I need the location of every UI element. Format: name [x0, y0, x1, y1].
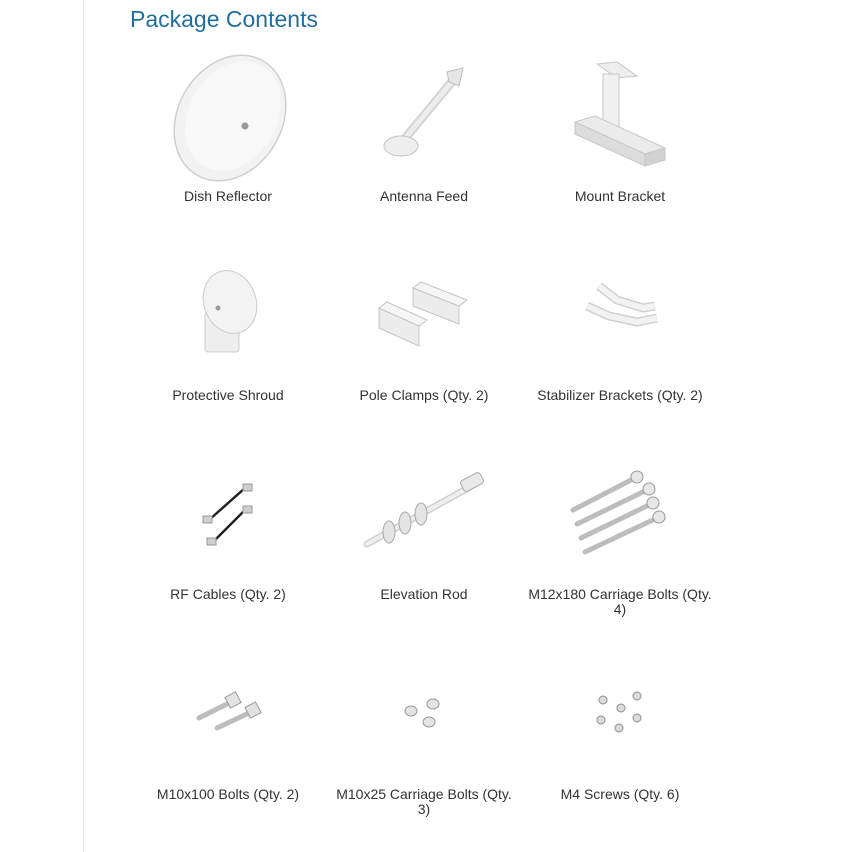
mount-bracket-icon: [525, 50, 715, 190]
left-border: [83, 0, 84, 852]
item-label: Pole Clamps (Qty. 2): [359, 387, 489, 403]
item-label: M4 Screws (Qty. 6): [560, 786, 680, 802]
carriage-bolts-short-icon: [329, 650, 519, 790]
rf-cables-icon: [133, 450, 323, 590]
item-label: M10x25 Carriage Bolts (Qty. 3): [336, 786, 512, 817]
item-label: Dish Reflector: [184, 188, 272, 204]
page-title: Package Contents: [130, 6, 318, 32]
item-label: Mount Bracket: [574, 188, 666, 204]
item-label: Stabilizer Brackets (Qty. 2): [537, 387, 703, 403]
item-label: Antenna Feed: [380, 188, 468, 204]
carriage-bolts-long-icon: [525, 450, 715, 590]
item-label: Protective Shroud: [172, 387, 284, 403]
item-label: RF Cables (Qty. 2): [170, 586, 286, 602]
antenna-feed-icon: [329, 50, 519, 190]
screws-icon: [525, 650, 715, 790]
item-label: M12x180 Carriage Bolts (Qty. 4): [528, 586, 712, 617]
dish-reflector-icon: [133, 50, 323, 190]
bolts-icon: [133, 650, 323, 790]
elevation-rod-icon: [329, 450, 519, 590]
item-label: Elevation Rod: [380, 586, 468, 602]
stabilizer-brackets-icon: [525, 250, 715, 390]
protective-shroud-icon: [133, 250, 323, 390]
pole-clamps-icon: [329, 250, 519, 390]
item-label: M10x100 Bolts (Qty. 2): [156, 786, 300, 802]
